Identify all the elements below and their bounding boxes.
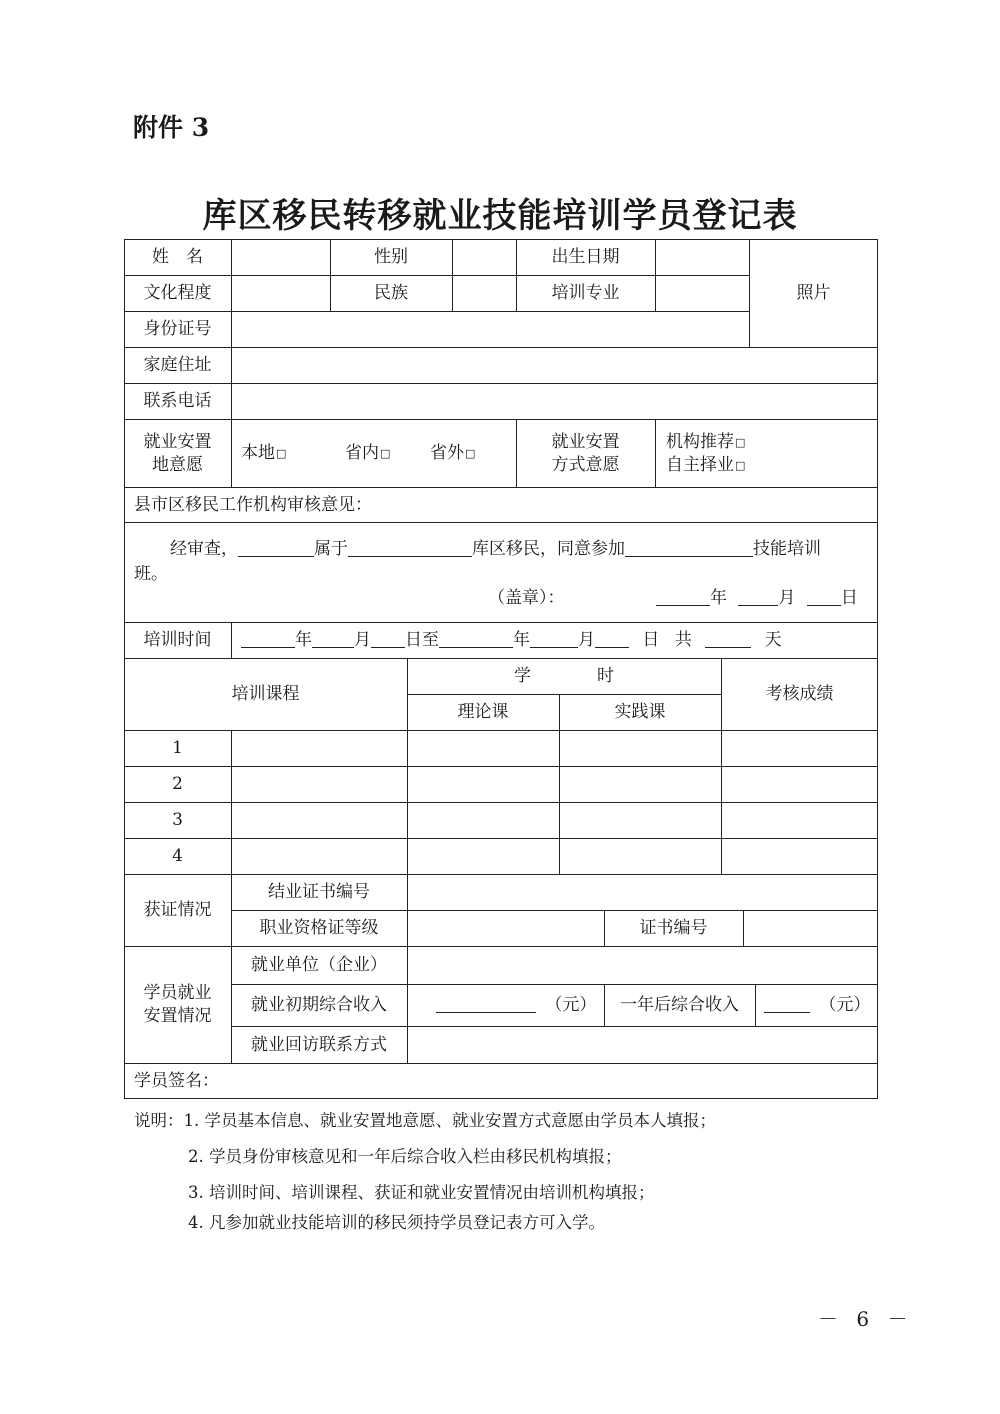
grid-line: [124, 766, 878, 767]
seal-label: （盖章）：: [488, 588, 565, 608]
grid-line: [124, 802, 878, 803]
grid-line: [755, 984, 756, 1026]
income-after-year-blank[interactable]: [764, 994, 810, 1013]
employment-status-label: 学员就业: [143, 983, 212, 1003]
signature-label: 学员签名：: [134, 1071, 219, 1091]
grid-line: [231, 910, 878, 911]
review-text-3: 库区移民，同意参加: [472, 539, 625, 559]
notes-item-2: 2. 学员身份审核意见和一年后综合收入栏由移民机构填报；: [188, 1147, 622, 1166]
employment-status-label-2: 安置情况: [143, 1006, 212, 1026]
education-label: 文化程度: [143, 283, 212, 303]
training-major-label: 培训专业: [551, 283, 620, 303]
certificate-number-label: 证书编号: [639, 918, 708, 938]
grid-line: [124, 419, 878, 420]
option-local-label: 本地: [241, 443, 275, 463]
notes-item-3: 3. 培训时间、培训课程、获证和就业安置情况由培训机构填报；: [188, 1183, 655, 1202]
option-self-employment-label: 自主择业: [666, 455, 734, 475]
hours-label-1: 学: [514, 666, 531, 686]
followup-contact-label: 就业回访联系方式: [251, 1035, 387, 1055]
start-year-blank[interactable]: [241, 629, 295, 648]
grid-line: [407, 694, 721, 695]
attachment-label: 附件 3: [133, 113, 210, 142]
grid-line: [124, 1063, 878, 1064]
initial-income-value: [436, 994, 596, 1016]
training-time-value: [241, 629, 782, 651]
month-label: 月: [354, 630, 371, 650]
option-in-province-label: 省内: [345, 443, 379, 463]
year-label: 年: [710, 588, 727, 608]
option-institution-recommend[interactable]: [666, 431, 745, 454]
month-label: 月: [778, 588, 796, 608]
grid-line: [231, 984, 878, 985]
phone-label: 联系电话: [143, 391, 212, 411]
certificate-status-label: 获证情况: [143, 900, 212, 920]
grid-line: [516, 419, 517, 487]
notes-prefix: 说明：: [134, 1111, 184, 1130]
option-institution-label: 机构推荐: [666, 432, 734, 452]
income-after-year-label: 一年后综合收入: [620, 995, 739, 1015]
training-course-label: 培训课程: [231, 684, 300, 704]
review-text-2: 属于: [314, 539, 348, 559]
income-after-year-value: [764, 994, 870, 1016]
course-row-number: 4: [172, 846, 183, 866]
grid-line: [124, 622, 878, 623]
year-blank[interactable]: [656, 587, 710, 606]
grid-line: [124, 347, 878, 348]
placement-method-label-2: 方式意愿: [551, 455, 620, 475]
day-label: 日: [840, 588, 858, 608]
start-month-blank[interactable]: [312, 629, 354, 648]
notes-text: 1. 学员基本信息、就业安置地意愿、就业安置方式意愿由学员本人填报；: [183, 1111, 716, 1130]
review-blank-3[interactable]: [625, 538, 753, 557]
review-date: [656, 587, 858, 609]
option-in-province[interactable]: [345, 442, 390, 465]
home-address-label: 家庭住址: [143, 355, 212, 375]
hours-label-2: 时: [597, 666, 614, 686]
review-opinion-label: 县市区移民工作机构审核意见：: [134, 495, 372, 515]
review-blank-2[interactable]: [348, 538, 472, 557]
practice-course-label: 实践课: [614, 702, 666, 722]
placement-location-label-2: 地意愿: [152, 455, 203, 475]
course-row-number: 1: [172, 738, 183, 758]
grid-line: [407, 874, 408, 1063]
training-time-label: 培训时间: [143, 630, 212, 650]
page-number: － 6 －: [818, 1307, 914, 1331]
year-label: 年: [295, 630, 312, 650]
checkbox-icon: □: [735, 459, 746, 472]
assessment-score-label: 考核成绩: [765, 684, 834, 704]
checkbox-icon: □: [735, 436, 746, 449]
review-text-5: 班。: [134, 564, 168, 584]
days-label: 天: [764, 630, 782, 650]
grid-line: [743, 910, 744, 946]
course-row-number: 3: [172, 810, 183, 830]
option-out-province-label: 省外: [430, 443, 464, 463]
placement-location-label: 就业安置: [143, 432, 212, 452]
course-row-number: 2: [172, 774, 183, 794]
grid-line: [231, 730, 232, 874]
grid-line: [124, 311, 750, 312]
option-local[interactable]: [241, 442, 286, 465]
end-year-blank[interactable]: [439, 629, 513, 648]
year-label: 年: [513, 630, 530, 650]
month-blank[interactable]: [738, 587, 778, 606]
name-label: 姓 名: [152, 247, 203, 267]
checkbox-icon: □: [465, 447, 476, 460]
grid-line: [124, 487, 878, 488]
grid-line: [124, 838, 878, 839]
placement-method-label: 就业安置: [551, 432, 620, 452]
grid-line: [124, 383, 878, 384]
total-days-blank[interactable]: [705, 629, 751, 648]
yuan-label: （元）: [819, 995, 871, 1015]
grid-line: [407, 658, 408, 874]
review-statement: [170, 538, 821, 560]
total-label: 共: [674, 630, 692, 650]
grid-line: [124, 658, 878, 659]
photo-label: 照片: [796, 283, 831, 303]
completion-cert-number-label: 结业证书编号: [268, 882, 370, 902]
grid-line: [231, 622, 232, 658]
day-blank[interactable]: [807, 587, 841, 606]
end-month-blank[interactable]: [530, 629, 578, 648]
grid-line: [124, 946, 878, 947]
yuan-label: （元）: [545, 995, 597, 1015]
grid-line: [655, 239, 656, 311]
review-blank-1[interactable]: [238, 538, 314, 557]
grid-line: [655, 419, 656, 487]
checkbox-icon: □: [380, 447, 391, 460]
grid-line: [124, 522, 878, 523]
employer-label: 就业单位（企业）: [251, 955, 387, 975]
day-to-label: 日至: [405, 630, 439, 650]
start-day-blank[interactable]: [371, 629, 405, 648]
grid-line: [231, 1026, 878, 1027]
id-number-label: 身份证号: [143, 319, 212, 339]
birth-date-label: 出生日期: [551, 247, 620, 267]
option-out-province[interactable]: [430, 442, 475, 465]
initial-income-label: 就业初期综合收入: [251, 995, 387, 1015]
grid-line: [124, 874, 878, 875]
option-self-employment[interactable]: [666, 454, 745, 477]
notes-item-1: [134, 1107, 716, 1131]
gender-label: 性别: [374, 247, 408, 267]
end-day-blank[interactable]: [595, 629, 629, 648]
notes-item-4: 4. 凡参加就业技能培训的移民须持学员登记表方可入学。: [188, 1213, 605, 1232]
initial-income-blank[interactable]: [436, 994, 536, 1013]
ethnicity-label: 民族: [374, 283, 408, 303]
grid-line: [452, 239, 453, 311]
grid-line: [124, 730, 878, 731]
form-title: 库区移民转移就业技能培训学员登记表: [202, 196, 798, 236]
month-label: 月: [578, 630, 595, 650]
qualification-level-label: 职业资格证等级: [259, 918, 379, 938]
day-label: 日: [642, 630, 660, 650]
checkbox-icon: □: [276, 447, 287, 460]
theory-course-label: 理论课: [457, 702, 509, 722]
grid-line: [231, 239, 232, 487]
review-text-1: 经审查，: [170, 539, 238, 559]
review-text-4: 技能培训: [753, 539, 821, 559]
